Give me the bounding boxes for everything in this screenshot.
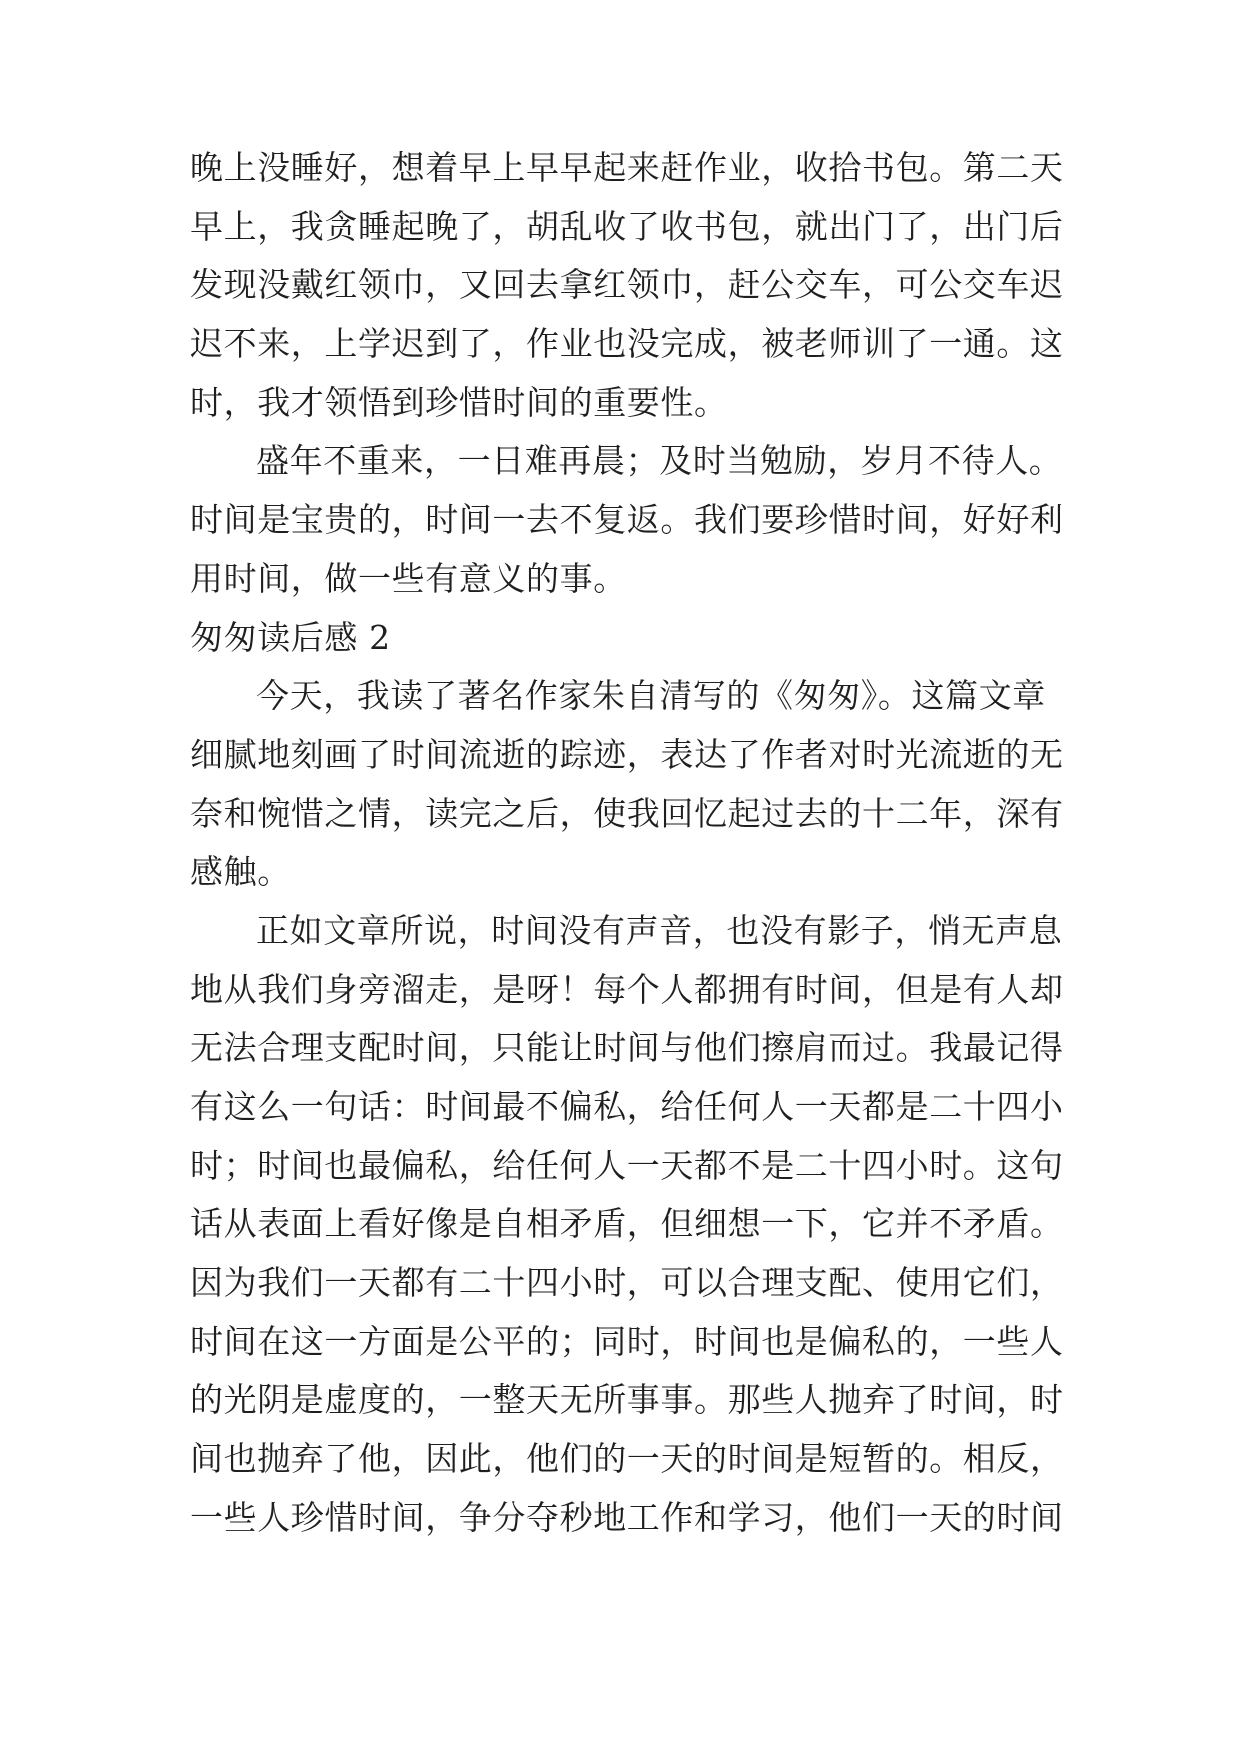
- text-line: 奈和惋惜之情，读完之后，使我回忆起过去的十二年，深有: [190, 793, 1064, 833]
- text-line: 时；时间也最偏私，给任何人一天都不是二十四小时。这句: [190, 1145, 1064, 1185]
- document-body: [190, 139, 1070, 1548]
- paragraph-start-line: 今天，我读了著名作家朱自清写的《匆匆》。这篇文章: [256, 676, 1046, 716]
- text-line: 时间是宝贵的，时间一去不复返。我们要珍惜时间，好好利: [190, 500, 1064, 540]
- text-line: 细腻地刻画了时间流逝的踪迹，表达了作者对时光流逝的无: [190, 734, 1064, 774]
- text-line: 迟不来，上学迟到了，作业也没完成，被老师训了一通。这: [190, 324, 1064, 364]
- text-line: 发现没戴红领巾，又回去拿红领巾，赶公交车，可公交车迟: [190, 265, 1064, 305]
- text-line: 早上，我贪睡起晚了，胡乱收了收书包，就出门了，出门后: [190, 206, 1064, 246]
- text-line: 时，我才领悟到珍惜时间的重要性。: [190, 382, 728, 422]
- section-heading: 匆匆读后感 2: [190, 617, 391, 657]
- text-line: 地从我们身旁溜走，是呀！每个人都拥有时间，但是有人却: [190, 969, 1064, 1009]
- text-line: 间也抛弃了他，因此，他们的一天的时间是短暂的。相反，: [190, 1439, 1064, 1479]
- text-line: 无法合理支配时间，只能让时间与他们擦肩而过。我最记得: [190, 1028, 1064, 1068]
- text-line: 晚上没睡好，想着早上早早起来赶作业，收拾书包。第二天: [190, 148, 1064, 187]
- text-line: 感触。: [190, 852, 291, 892]
- paragraph-start-line: 盛年不重来，一日难再晨；及时当勉励，岁月不待人。: [256, 441, 1063, 481]
- text-line: 的光阴是虚度的，一整天无所事事。那些人抛弃了时间，时: [190, 1380, 1064, 1420]
- text-line: 话从表面上看好像是自相矛盾，但细想一下，它并不矛盾。: [190, 1204, 1064, 1244]
- text-line: 有这么一句话：时间最不偏私，给任何人一天都是二十四小: [190, 1087, 1064, 1126]
- text-line: 一些人珍惜时间，争分夺秒地工作和学习，他们一天的时间: [190, 1497, 1064, 1537]
- paragraph-start-line: 正如文章所说，时间没有声音，也没有影子，悄无声息: [256, 910, 1063, 950]
- text-line: 用时间，做一些有意义的事。: [190, 558, 627, 598]
- text-line: 时间在这一方面是公平的；同时，时间也是偏私的，一些人: [190, 1321, 1064, 1361]
- text-line: 因为我们一天都有二十四小时，可以合理支配、使用它们，: [190, 1263, 1064, 1303]
